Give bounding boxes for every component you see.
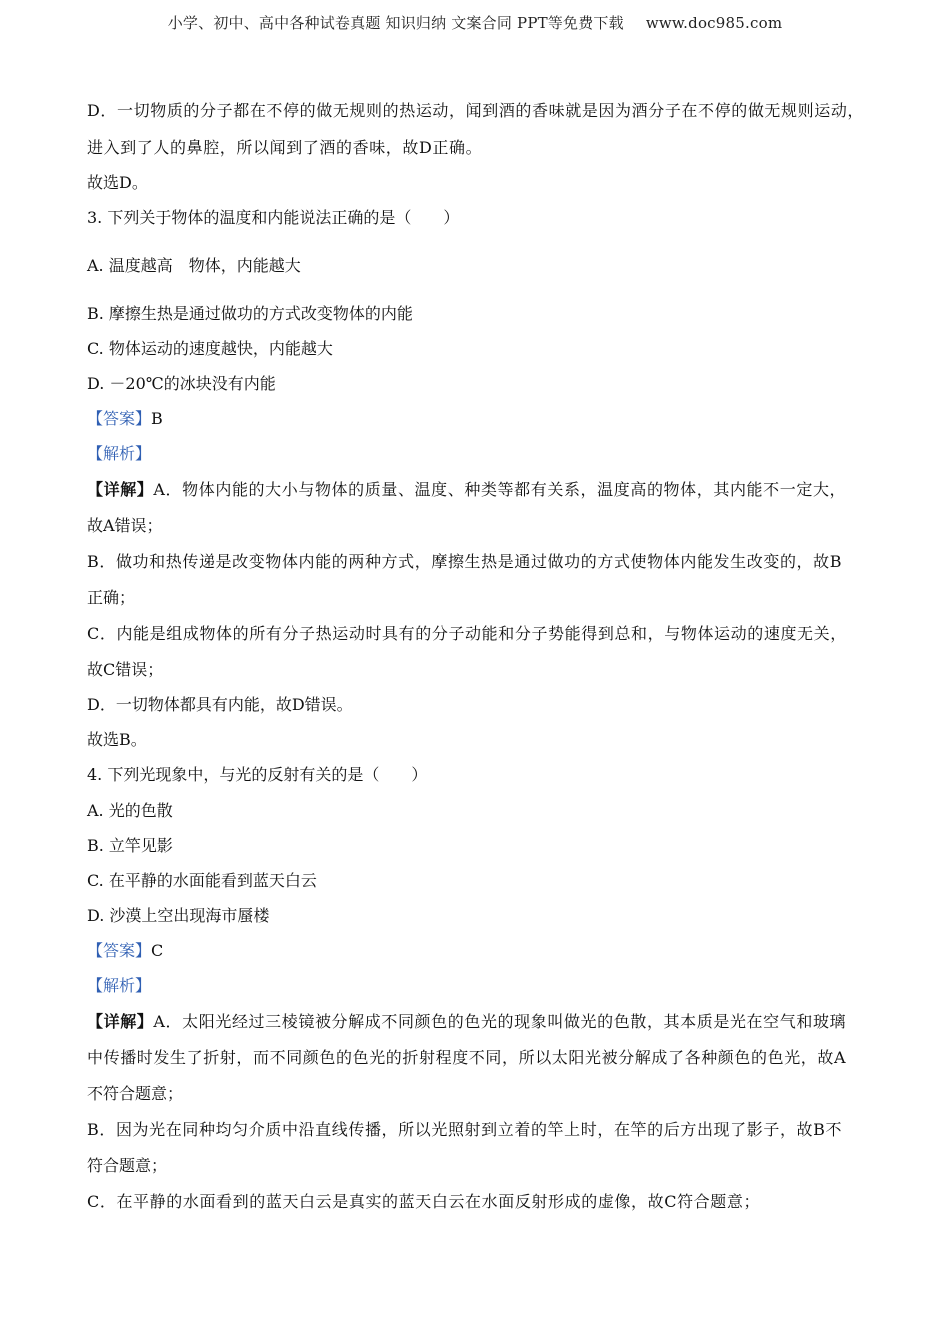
q3-detail-d-line1: D．一切物体都具有内能，故D错误。 xyxy=(87,695,353,714)
q3-detail-a-line2: 故A错误； xyxy=(87,516,163,535)
q3-detail-c-line2: 故C错误； xyxy=(87,660,164,679)
header-title: 小学、初中、高中各种试卷真题 知识归纳 文案合同 PPT等免费下载 xyxy=(167,14,624,32)
q3-detail-a-text: A．物体内能的大小与物体的质量、温度、种类等都有关系，温度高的物体，其内能不一定大， xyxy=(153,480,847,499)
q3-option-a: A. 温度越高 物体，内能越大 xyxy=(87,256,301,275)
q3-analysis xyxy=(87,444,151,464)
q4-stem: 4. 下列光现象中，与光的反射有关的是（ ） xyxy=(87,765,428,784)
q4-detail-a-line3: 不符合题意； xyxy=(87,1084,184,1103)
q4-option-b: B. 立竿见影 xyxy=(87,836,173,855)
q3-detail-a-line1 xyxy=(87,480,846,500)
q3-option-d: D. －20℃的冰块没有内能 xyxy=(87,374,276,393)
q3-detail-b-line2: 正确； xyxy=(87,588,136,607)
q3-detail-b-line1: B．做功和热传递是改变物体内能的两种方式，摩擦生热是通过做功的方式使物体内能发生改变的，故B xyxy=(87,552,843,571)
q4-answer-label: 【答案】 xyxy=(87,941,152,960)
q3-option-b: B. 摩擦生热是通过做功的方式改变物体的内能 xyxy=(87,304,413,323)
q3-option-c: C. 物体运动的速度越快，内能越大 xyxy=(87,339,333,358)
q3-stem: 3. 下列关于物体的温度和内能说法正确的是（ ） xyxy=(87,208,460,227)
q4-answer xyxy=(87,941,163,961)
q3-answer-value: B xyxy=(151,409,163,428)
q2-detail-d-line1: D．一切物质的分子都在不停的做无规则的热运动，闻到酒的香味就是因为酒分子在不停的做无规则运动， xyxy=(87,101,865,120)
q4-detail-b-line2: 符合题意； xyxy=(87,1156,168,1175)
q4-detail-a-text: A．太阳光经过三棱镜被分解成不同颜色的色光的现象叫做光的色散，其本质是光在空气和玻璃 xyxy=(153,1012,847,1031)
q4-detail-a-line2: 中传播时发生了折射，而不同颜色的色光的折射程度不同，所以太阳光被分解成了各种颜色的色光，故A xyxy=(87,1048,847,1067)
q4-option-c: C. 在平静的水面能看到蓝天白云 xyxy=(87,871,317,890)
q4-analysis xyxy=(87,976,151,996)
q2-choose: 故选D。 xyxy=(87,173,148,192)
q3-analysis-label: 【解析】 xyxy=(87,444,152,463)
q4-detail-a-line1 xyxy=(87,1012,846,1032)
q3-answer-label: 【答案】 xyxy=(87,409,152,428)
q3-detail-label: 【详解】 xyxy=(87,480,154,499)
q4-option-a: A. 光的色散 xyxy=(87,801,173,820)
q4-detail-c-line1: C．在平静的水面看到的蓝天白云是真实的蓝天白云在水面反射形成的虚像，故C符合题意； xyxy=(87,1192,761,1211)
q4-analysis-label: 【解析】 xyxy=(87,976,152,995)
header-site-link[interactable]: www.doc985.com xyxy=(645,14,783,32)
q3-choose: 故选B。 xyxy=(87,730,147,749)
q2-detail-d-line2: 进入到了人的鼻腔，所以闻到了酒的香味，故D正确。 xyxy=(87,138,483,157)
q4-detail-label: 【详解】 xyxy=(87,1012,154,1031)
q3-detail-c-line1: C．内能是组成物体的所有分子热运动时具有的分子动能和分子势能得到总和，与物体运动的速度无关， xyxy=(87,624,847,643)
q4-option-d: D. 沙漠上空出现海市蜃楼 xyxy=(87,906,270,925)
q4-answer-value: C xyxy=(151,941,164,960)
q3-answer xyxy=(87,409,163,429)
q4-detail-b-line1: B．因为光在同种均匀介质中沿直线传播，所以光照射到立着的竿上时，在竿的后方出现了影子，故B不 xyxy=(87,1120,843,1139)
